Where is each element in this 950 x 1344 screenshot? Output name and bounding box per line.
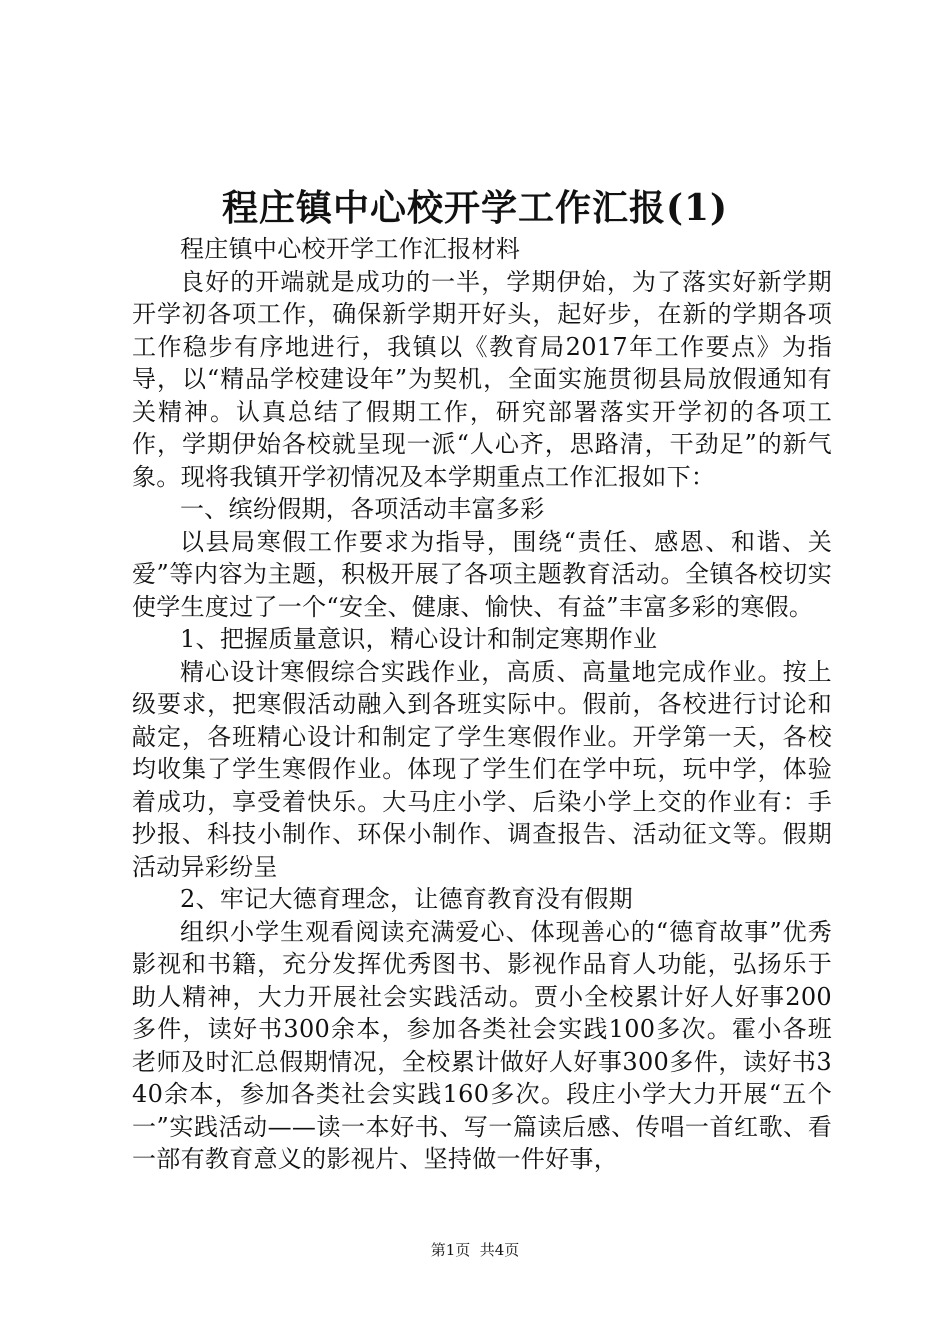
paragraph-subtitle: 程庄镇中心校开学工作汇报材料 (180, 235, 521, 263)
paragraph-subsection-2: 组织小学生观看阅读充满爱心、体现善心的“德育故事”优秀影视和书籍，充分发挥优秀图书、影视作品育人功能，弘扬乐于助人精神，大力开展社会实践活动。贾小全校累计好人好事200多件，读好书300余本，参加各类社会实践100多次。霍小各班老师及时汇总假期情况，全校累计做好人好事300多件，读好书340余本，参加各类社会实践160多次。段庄小学大力开展“五个一”实践活动——读一本好书、写一篇读后感、传唱一首红歌、看一部有教育意义的影视片、坚持做一件好事， (132, 917, 832, 1173)
section-heading-1: 一、缤纷假期，各项活动丰富多彩 (180, 495, 545, 523)
document-title: 程庄镇中心校开学工作汇报(1) (221, 187, 729, 229)
document-body (132, 233, 832, 1176)
paragraph-section-1: 以县局寒假工作要求为指导，围绕“责任、感恩、和谐、关爱”等内容为主题，积极开展了各项主题教育活动。全镇各校切实使学生度过了一个“安全、健康、愉快、有益”丰富多彩的寒假。 (132, 527, 832, 621)
subsection-heading-1: 1、把握质量意识，精心设计和制定寒期作业 (180, 625, 658, 653)
page-footer: 第1页 共4页 (430, 1241, 520, 1259)
paragraph-subsection-1: 精心设计寒假综合实践作业，高质、高量地完成作业。按上级要求，把寒假活动融入到各班实际中。假前，各校进行讨论和敲定，各班精心设计和制定了学生寒假作业。开学第一天，各校均收集了学生寒假作业。体现了学生们在学中玩，玩中学，体验着成功，享受着快乐。大马庄小学、后染小学上交的作业有：手抄报、科技小制作、环保小制作、调查报告、活动征文等。假期活动异彩纷呈 (132, 657, 832, 881)
subsection-heading-2: 2、牢记大德育理念，让德育教育没有假期 (180, 885, 633, 913)
paragraph-intro: 良好的开端就是成功的一半，学期伊始，为了落实好新学期开学初各项工作，确保新学期开好头，起好步，在新的学期各项工作稳步有序地进行，我镇以《教育局2017年工作要点》为指导，以“精品学校建设年”为契机，全面实施贯彻县局放假通知有关精神。认真总结了假期工作，研究部署落实开学初的各项工作，学期伊始各校就呈现一派“人心齐，思路清，干劲足”的新气象。现将我镇开学初情况及本学期重点工作汇报如下： (132, 267, 832, 491)
